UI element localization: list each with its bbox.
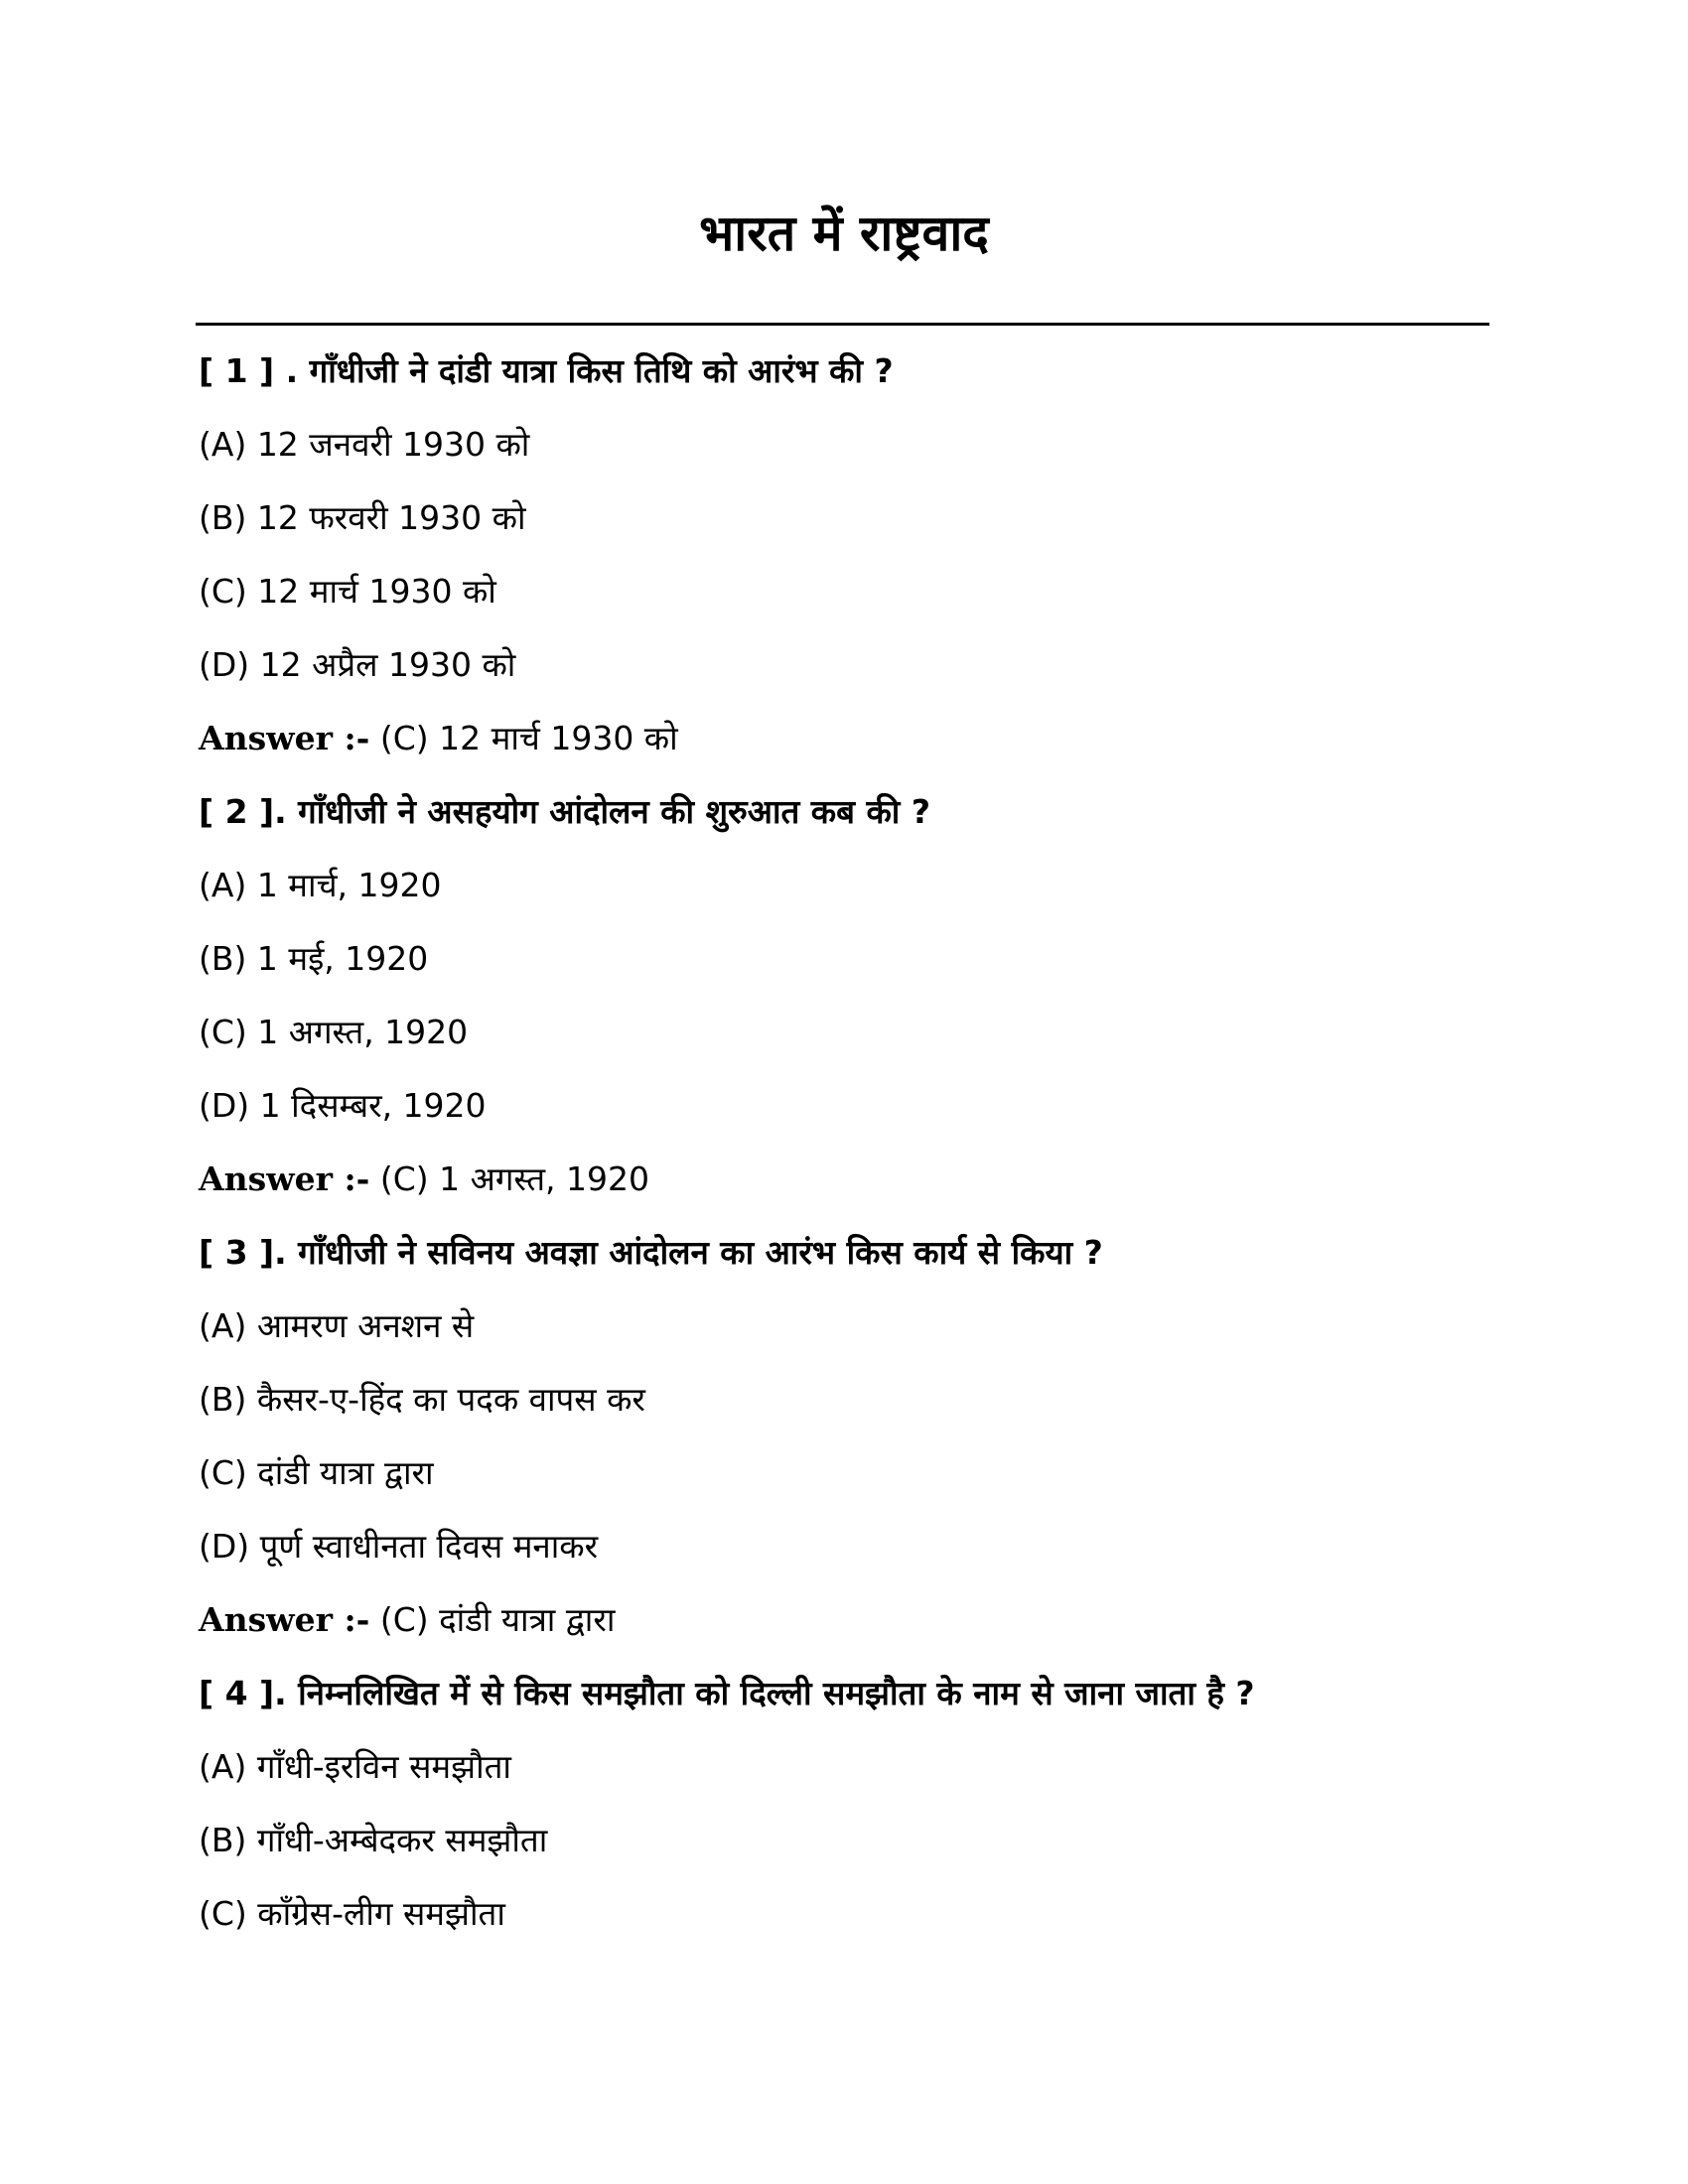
q4-option-c: (C) काँग्रेस-लीग समझौता: [199, 1894, 505, 1933]
q4-option-b: (B) गाँधी-अम्बेदकर समझौता: [199, 1821, 548, 1859]
page-title: भारत में राष्ट्रवाद: [699, 205, 989, 262]
question-4: [ 4 ]. निम्नलिखित में से किस समझौता को दिल्ली समझौता के नाम से जाना जाता है ?: [199, 1674, 1255, 1712]
question-3: [ 3 ]. गाँधीजी ने सविनय अवज्ञा आंदोलन का आरंभ किस कार्य से किया ?: [199, 1233, 1103, 1272]
q2-answer: [199, 1156, 649, 1203]
q1-option-a: (A) 12 जनवरी 1930 को: [199, 425, 530, 464]
q3-answer-label: Answer :-: [199, 1600, 370, 1639]
q1-option-b: (B) 12 फरवरी 1930 को: [199, 498, 526, 537]
q1-answer-value: (C) 12 मार्च 1930 को: [379, 719, 678, 757]
q3-answer-value: (C) दांडी यात्रा द्वारा: [379, 1600, 616, 1639]
q1-answer: [199, 715, 678, 762]
q2-option-d: (D) 1 दिसम्बर, 1920: [199, 1086, 487, 1125]
q2-option-a: (A) 1 मार्च, 1920: [199, 866, 442, 904]
q4-option-a: (A) गाँधी-इरविन समझौता: [199, 1747, 511, 1786]
q3-option-c: (C) दांडी यात्रा द्वारा: [199, 1453, 434, 1492]
title-divider: [196, 323, 1489, 326]
q2-option-b: (B) 1 मई, 1920: [199, 939, 429, 978]
q3-option-d: (D) पूर्ण स्वाधीनता दिवस मनाकर: [199, 1527, 599, 1566]
question-1: [ 1 ] . गाँधीजी ने दांडी यात्रा किस तिथि को आरंभ की ?: [199, 351, 894, 390]
q1-option-c: (C) 12 मार्च 1930 को: [199, 572, 496, 611]
q1-answer-label: Answer :-: [199, 719, 370, 757]
q2-option-c: (C) 1 अगस्त, 1920: [199, 1013, 469, 1051]
q3-option-a: (A) आमरण अनशन से: [199, 1306, 475, 1345]
q2-answer-value: (C) 1 अगस्त, 1920: [379, 1160, 650, 1198]
q3-option-b: (B) कैसर-ए-हिंद का पदक वापस कर: [199, 1380, 645, 1419]
question-2: [ 2 ]. गाँधीजी ने असहयोग आंदोलन की शुरुआत कब की ?: [199, 792, 930, 831]
q2-answer-label: Answer :-: [199, 1160, 370, 1198]
q1-option-d: (D) 12 अप्रैल 1930 को: [199, 645, 516, 684]
q3-answer: [199, 1596, 615, 1644]
